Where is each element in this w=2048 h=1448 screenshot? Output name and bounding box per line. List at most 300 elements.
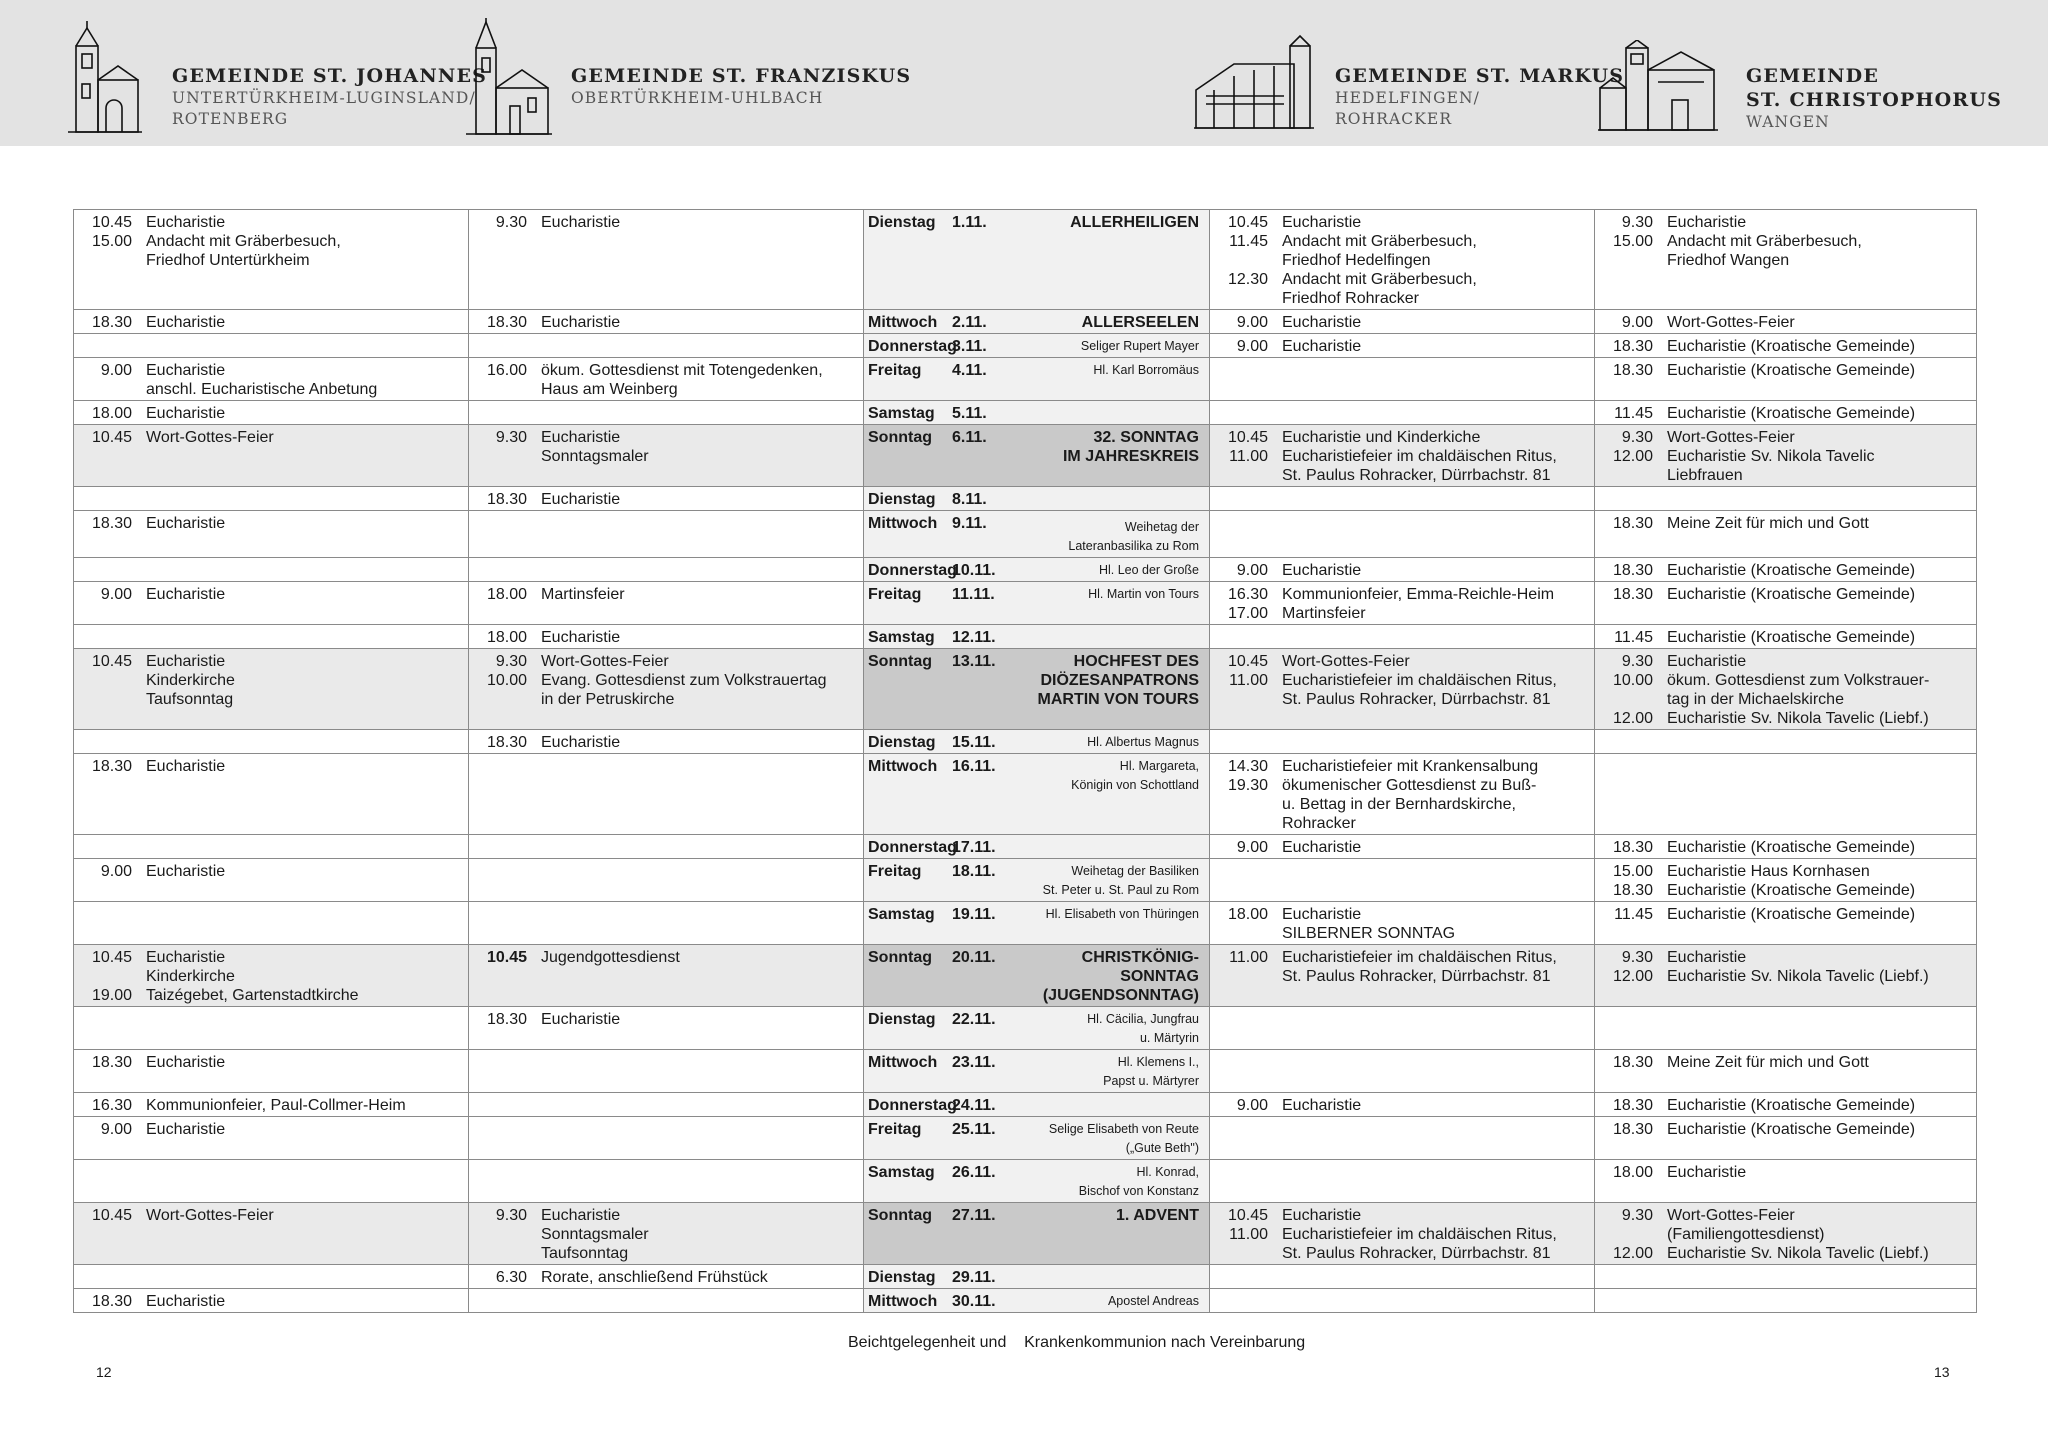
service-time: 6.30 <box>495 1269 527 1286</box>
service-line: Wort-Gottes-Feier <box>541 653 669 670</box>
feast-text <box>1049 1120 1205 1158</box>
service-entry <box>78 404 464 423</box>
service-description <box>1282 337 1361 356</box>
service-description <box>146 1096 406 1115</box>
parish-cell-johannes <box>74 1007 469 1050</box>
service-description <box>541 213 620 232</box>
service-description <box>1282 1225 1557 1263</box>
service-time: 18.30 <box>91 758 132 775</box>
parish-cell-markus <box>1210 1117 1595 1160</box>
service-description <box>1667 232 1862 270</box>
church-st-johannes-drawing <box>68 20 142 134</box>
service-line: in der Petruskirche <box>541 691 675 708</box>
parish-st-markus <box>1335 64 1624 130</box>
service-line: Eucharistie <box>146 515 226 532</box>
service-line: Andacht mit Gräberbesuch, <box>146 233 341 250</box>
service-entry <box>1599 337 1972 356</box>
schedule-row <box>74 1117 1977 1160</box>
parish-cell-johannes <box>74 1289 469 1313</box>
parish-cell-franziskus <box>469 210 864 310</box>
service-line: St. Paulus Rohracker, Dürrbachstr. 81 <box>1282 1245 1551 1262</box>
weekday: Sonntag <box>868 949 932 966</box>
service-description <box>1282 905 1455 943</box>
parish-cell-franziskus <box>469 558 864 582</box>
service-time: 10.00 <box>486 672 527 689</box>
parish-cell-christophorus <box>1595 835 1977 859</box>
parish-cell-franziskus <box>469 1050 864 1093</box>
service-line: Wort-Gottes-Feier <box>1667 314 1795 331</box>
service-line: Eucharistie <box>146 1121 226 1138</box>
weekday: Freitag <box>868 586 922 603</box>
service-entry <box>1599 905 1972 924</box>
service-description <box>1667 1096 1915 1115</box>
service-entry <box>78 232 464 270</box>
service-line: Eucharistiefeier im chaldäischen Ritus, <box>1282 448 1557 465</box>
feast-line: 1. ADVENT <box>1116 1207 1199 1224</box>
service-line: (Familiengottesdienst) <box>1667 1226 1825 1243</box>
parish-cell-franziskus <box>469 859 864 902</box>
service-line: Andacht mit Gräberbesuch, <box>1667 233 1862 250</box>
schedule-row <box>74 210 1977 310</box>
service-description <box>1282 671 1557 709</box>
feast-line: Weihetag der Basiliken <box>1071 864 1199 878</box>
service-time: 10.45 <box>1227 1207 1268 1224</box>
parish-cell-christophorus <box>1595 487 1977 511</box>
service-line: Wort-Gottes-Feier <box>1667 1207 1795 1224</box>
service-time: 18.30 <box>91 1054 132 1071</box>
service-line: Friedhof Wangen <box>1667 252 1790 269</box>
parish-cell-markus <box>1210 310 1595 334</box>
service-time: 18.30 <box>486 1011 527 1028</box>
service-time: 9.00 <box>1236 338 1268 355</box>
parish-cell-johannes <box>74 582 469 625</box>
date: 13.11. <box>952 653 996 670</box>
parish-cell-markus <box>1210 582 1595 625</box>
day-cell <box>864 1289 1210 1313</box>
service-line: Eucharistie <box>1667 214 1747 231</box>
weekday: Samstag <box>868 629 935 646</box>
service-description <box>1667 948 1746 967</box>
service-time: 19.30 <box>1227 777 1268 794</box>
service-entry <box>78 1120 464 1139</box>
church-st-markus-drawing <box>1194 34 1314 130</box>
parish-cell-christophorus <box>1595 625 1977 649</box>
parish-district: ROTENBERG <box>172 110 289 128</box>
feast-text <box>1099 561 1205 580</box>
service-line: Eucharistie <box>146 949 226 966</box>
schedule-row <box>74 401 1977 425</box>
service-entry <box>78 585 464 604</box>
service-time: 18.30 <box>1612 515 1653 532</box>
service-line: Sonntagsmaler <box>541 448 649 465</box>
parish-cell-markus <box>1210 511 1595 558</box>
feast-text <box>1063 428 1205 466</box>
service-entry <box>1599 1096 1972 1115</box>
parish-cell-johannes <box>74 902 469 945</box>
weekday: Samstag <box>868 1164 935 1181</box>
parish-cell-markus <box>1210 730 1595 754</box>
service-line: Liebfrauen <box>1667 467 1743 484</box>
date: 11.11. <box>952 586 995 603</box>
parish-cell-christophorus <box>1595 210 1977 310</box>
service-line: Eucharistie <box>146 314 226 331</box>
service-time: 9.30 <box>495 429 527 446</box>
feast-line: Selige Elisabeth von Reute <box>1048 1122 1199 1136</box>
service-description <box>1667 628 1915 647</box>
service-line: Eucharistie <box>146 214 226 231</box>
service-time: 12.00 <box>1612 710 1653 727</box>
parish-cell-johannes <box>74 1093 469 1117</box>
service-entry <box>1599 838 1972 857</box>
service-entry <box>78 1053 464 1072</box>
schedule-row <box>74 1265 1977 1289</box>
service-description <box>1282 948 1557 986</box>
service-entry <box>1599 361 1972 380</box>
parish-cell-christophorus <box>1595 582 1977 625</box>
service-entry <box>1599 428 1972 447</box>
service-line: Haus am Weinberg <box>541 381 678 398</box>
parish-cell-christophorus <box>1595 310 1977 334</box>
service-time: 17.00 <box>1227 605 1268 622</box>
parish-cell-franziskus <box>469 625 864 649</box>
parish-cell-christophorus <box>1595 754 1977 835</box>
service-description <box>1282 776 1536 833</box>
service-time: 9.30 <box>1621 949 1653 966</box>
parish-cell-franziskus <box>469 902 864 945</box>
feast-line: Hl. Leo der Große <box>1098 563 1199 577</box>
service-entry <box>1599 1163 1972 1182</box>
service-time: 18.00 <box>1227 906 1268 923</box>
feast-line: Hl. Klemens I., <box>1117 1055 1199 1069</box>
parish-cell-markus <box>1210 1289 1595 1313</box>
service-entry <box>473 313 859 332</box>
service-entry <box>1214 428 1590 447</box>
service-entry <box>1599 585 1972 604</box>
parish-name: GEMEINDE ST. JOHANNES <box>172 65 488 87</box>
date: 5.11. <box>952 405 987 422</box>
parish-cell-franziskus <box>469 649 864 730</box>
weekday: Donnerstag <box>868 562 957 579</box>
service-line: Friedhof Untertürkheim <box>146 252 310 269</box>
confession-note: Beichtgelegenheit und Krankenkommunion nach Vereinbarung <box>848 1334 1306 1351</box>
service-time: 11.45 <box>1229 233 1268 250</box>
service-line: Eucharistie <box>1667 1164 1747 1181</box>
service-time: 19.00 <box>91 987 132 1004</box>
feast-line: IM JAHRESKREIS <box>1062 448 1199 465</box>
parish-cell-christophorus <box>1595 334 1977 358</box>
service-entry <box>1599 948 1972 967</box>
service-entry <box>1599 1206 1972 1244</box>
service-line: Eucharistie <box>146 405 226 422</box>
service-time: 16.30 <box>1227 586 1268 603</box>
feast-text <box>1068 518 1205 556</box>
service-description <box>146 313 225 332</box>
parish-cell-johannes <box>74 625 469 649</box>
feast-line: Weihetag der <box>1124 520 1199 534</box>
weekday: Freitag <box>868 863 922 880</box>
date: 27.11. <box>952 1207 996 1224</box>
day-cell <box>864 902 1210 945</box>
service-entry <box>473 213 859 232</box>
feast-text <box>1087 1010 1205 1048</box>
service-description <box>146 404 225 423</box>
service-line: Eucharistie <box>541 1207 621 1224</box>
service-description <box>146 1053 225 1072</box>
feast-line: (JUGENDSONNTAG) <box>1042 987 1199 1004</box>
day-cell <box>864 730 1210 754</box>
day-cell <box>864 625 1210 649</box>
parish-cell-christophorus <box>1595 511 1977 558</box>
feast-line: Hl. Martin von Tours <box>1088 587 1199 601</box>
service-entry <box>473 652 859 671</box>
day-cell <box>864 1007 1210 1050</box>
feast-line: Königin von Schottland <box>1071 778 1199 792</box>
service-entry <box>473 671 859 709</box>
service-description <box>1667 447 1875 485</box>
parish-cell-markus <box>1210 1093 1595 1117</box>
day-cell <box>864 511 1210 558</box>
service-line: Eucharistie (Kroatische Gemeinde) <box>1667 629 1916 646</box>
service-entry <box>1214 1096 1590 1115</box>
weekday: Freitag <box>868 362 922 379</box>
feast-line: Apostel Andreas <box>1107 1294 1199 1308</box>
service-line: Eucharistie (Kroatische Gemeinde) <box>1667 882 1916 899</box>
service-line: Eucharistie <box>146 1054 226 1071</box>
service-line: Friedhof Rohracker <box>1282 290 1419 307</box>
service-time: 14.30 <box>1227 758 1268 775</box>
parish-cell-franziskus <box>469 310 864 334</box>
service-entry <box>1599 313 1972 332</box>
parish-cell-franziskus <box>469 487 864 511</box>
service-line: Eucharistie <box>146 653 226 670</box>
service-line: Jugendgottesdienst <box>541 949 680 966</box>
service-line: Wort-Gottes-Feier <box>1667 429 1795 446</box>
service-line: Kinderkirche <box>146 968 235 985</box>
schedule-row-sunday <box>74 1203 1977 1265</box>
service-line: ökum. Gottesdienst mit Totengedenken, <box>541 362 823 379</box>
parish-cell-franziskus <box>469 1007 864 1050</box>
service-description <box>1667 404 1915 423</box>
service-line: Eucharistie (Kroatische Gemeinde) <box>1667 562 1916 579</box>
service-description <box>1282 1096 1361 1115</box>
service-line: Eucharistie <box>541 214 621 231</box>
service-description <box>1667 838 1915 857</box>
service-entry <box>473 585 859 604</box>
service-line: Wort-Gottes-Feier <box>146 1207 274 1224</box>
service-description <box>146 757 225 776</box>
weekday: Dienstag <box>868 214 936 231</box>
schedule-row <box>74 754 1977 835</box>
service-line: Eucharistie <box>1282 214 1362 231</box>
service-description <box>146 948 235 986</box>
service-line: Eucharistie Sv. Nikola Tavelic (Liebf.) <box>1667 710 1929 727</box>
service-line: Eucharistie <box>146 362 226 379</box>
parish-cell-christophorus <box>1595 358 1977 401</box>
weekday: Sonntag <box>868 1207 932 1224</box>
service-description <box>1667 313 1795 332</box>
service-time: 18.30 <box>1612 882 1653 899</box>
service-description <box>1667 514 1869 533</box>
service-description <box>1667 1120 1915 1139</box>
parish-cell-markus <box>1210 1203 1595 1265</box>
service-description <box>1282 270 1477 308</box>
service-time: 15.00 <box>91 233 132 250</box>
service-description <box>1282 585 1554 604</box>
service-description <box>1667 1053 1869 1072</box>
service-line: Andacht mit Gräberbesuch, <box>1282 233 1477 250</box>
date: 19.11. <box>952 906 996 923</box>
service-line: Eucharistie (Kroatische Gemeinde) <box>1667 362 1916 379</box>
service-time: 10.45 <box>91 214 132 231</box>
service-entry <box>1599 709 1972 728</box>
service-time: 18.30 <box>91 1293 132 1310</box>
service-entry <box>1214 1225 1590 1263</box>
page-number-left: 12 <box>96 1364 112 1380</box>
service-line: Eucharistie (Kroatische Gemeinde) <box>1667 839 1916 856</box>
parish-cell-franziskus <box>469 401 864 425</box>
service-line: Eucharistie <box>146 1293 226 1310</box>
service-line: Wort-Gottes-Feier <box>146 429 274 446</box>
service-entry <box>473 1010 859 1029</box>
date: 20.11. <box>952 949 996 966</box>
service-line: Eucharistie <box>541 734 621 751</box>
service-line: Eucharistie <box>1667 653 1747 670</box>
service-entry <box>1599 671 1972 709</box>
service-entry <box>473 490 859 509</box>
parish-cell-markus <box>1210 902 1595 945</box>
parish-cell-franziskus <box>469 334 864 358</box>
service-description <box>146 1120 225 1139</box>
service-time: 18.30 <box>1612 362 1653 379</box>
service-entry <box>473 628 859 647</box>
service-entry <box>78 652 464 709</box>
service-line: Eucharistie Haus Kornhasen <box>1667 863 1870 880</box>
schedule-body <box>74 210 1977 1313</box>
feast-line: Papst u. Märtyrer <box>1103 1074 1199 1088</box>
service-time: 18.00 <box>91 405 132 422</box>
service-line: Eucharistie und Kinderkiche <box>1282 429 1481 446</box>
service-entry <box>1599 232 1972 270</box>
service-time: 12.00 <box>1612 1245 1653 1262</box>
service-line: Taufsonntag <box>541 1245 629 1262</box>
service-time: 11.00 <box>1229 949 1268 966</box>
service-line: Eucharistie (Kroatische Gemeinde) <box>1667 906 1916 923</box>
weekday: Mittwoch <box>868 1054 938 1071</box>
parish-name-line2: ST. CHRISTOPHORUS <box>1746 89 2003 111</box>
service-line: Eucharistie (Kroatische Gemeinde) <box>1667 1097 1916 1114</box>
service-time: 18.30 <box>91 314 132 331</box>
schedule-row <box>74 582 1977 625</box>
parish-cell-christophorus <box>1595 1203 1977 1265</box>
service-time: 9.00 <box>100 362 132 379</box>
service-time: 9.00 <box>100 1121 132 1138</box>
service-description <box>1282 447 1557 485</box>
service-time: 16.30 <box>91 1097 132 1114</box>
parish-cell-markus <box>1210 859 1595 902</box>
schedule-row <box>74 1050 1977 1093</box>
feast-line: HOCHFEST DES <box>1073 653 1199 670</box>
feast-text <box>1038 652 1205 709</box>
service-description <box>1667 561 1915 580</box>
parish-district: WANGEN <box>1746 113 1830 131</box>
service-time: 10.45 <box>486 949 527 966</box>
service-description <box>1667 862 1870 881</box>
parish-cell-johannes <box>74 425 469 487</box>
service-entry <box>1599 514 1972 533</box>
schedule-row <box>74 1160 1977 1203</box>
service-description <box>146 232 341 270</box>
date: 23.11. <box>952 1054 996 1071</box>
service-description <box>1667 585 1915 604</box>
service-line: St. Paulus Rohracker, Dürrbachstr. 81 <box>1282 968 1551 985</box>
service-time: 9.30 <box>1621 214 1653 231</box>
service-entry <box>1599 447 1972 485</box>
weekday: Donnerstag <box>868 338 957 355</box>
parish-cell-franziskus <box>469 511 864 558</box>
day-cell <box>864 1093 1210 1117</box>
day-cell <box>864 487 1210 511</box>
weekday: Mittwoch <box>868 515 938 532</box>
date: 24.11. <box>952 1097 996 1114</box>
service-entry <box>78 361 464 399</box>
service-entry <box>1214 604 1590 623</box>
service-line: u. Bettag in der Bernhardskirche, <box>1282 796 1516 813</box>
church-st-christophorus-drawing <box>1598 40 1718 132</box>
service-description <box>541 733 620 752</box>
date: 25.11. <box>952 1121 996 1138</box>
schedule-row <box>74 625 1977 649</box>
parish-district: UNTERTÜRKHEIM-LUGINSLAND/ <box>172 89 476 107</box>
service-time: 18.30 <box>1612 1121 1653 1138</box>
parish-cell-markus <box>1210 210 1595 310</box>
service-line: Eucharistiefeier im chaldäischen Ritus, <box>1282 672 1557 689</box>
feast-line: Hl. Karl Borromäus <box>1093 363 1199 377</box>
service-description <box>1667 428 1795 447</box>
parish-cell-markus <box>1210 945 1595 1007</box>
service-description <box>1667 1206 1824 1244</box>
schedule-row <box>74 310 1977 334</box>
date: 12.11. <box>952 629 996 646</box>
service-line: Martinsfeier <box>541 586 625 603</box>
schedule-row <box>74 511 1977 558</box>
service-time: 16.00 <box>486 362 527 379</box>
service-description <box>1282 1206 1361 1225</box>
service-entry <box>473 948 859 967</box>
service-time: 9.30 <box>1621 1207 1653 1224</box>
service-time: 11.00 <box>1229 672 1268 689</box>
service-line: Eucharistie (Kroatische Gemeinde) <box>1667 338 1916 355</box>
parish-cell-markus <box>1210 487 1595 511</box>
date: 3.11. <box>952 338 987 355</box>
service-entry <box>1214 671 1590 709</box>
service-time: 10.45 <box>91 949 132 966</box>
service-description <box>1282 232 1477 270</box>
service-line: Rohracker <box>1282 815 1356 832</box>
parish-cell-johannes <box>74 334 469 358</box>
service-description <box>146 862 225 881</box>
service-description <box>1667 709 1929 728</box>
parish-cell-franziskus <box>469 358 864 401</box>
service-line: SILBERNER SONNTAG <box>1282 925 1456 942</box>
day-cell <box>864 558 1210 582</box>
day-cell <box>864 1203 1210 1265</box>
service-line: Eucharistie <box>1282 839 1362 856</box>
weekday: Mittwoch <box>868 314 938 331</box>
day-cell <box>864 859 1210 902</box>
service-line: Eucharistie <box>541 429 621 446</box>
schedule-row <box>74 1007 1977 1050</box>
schedule-row <box>74 334 1977 358</box>
